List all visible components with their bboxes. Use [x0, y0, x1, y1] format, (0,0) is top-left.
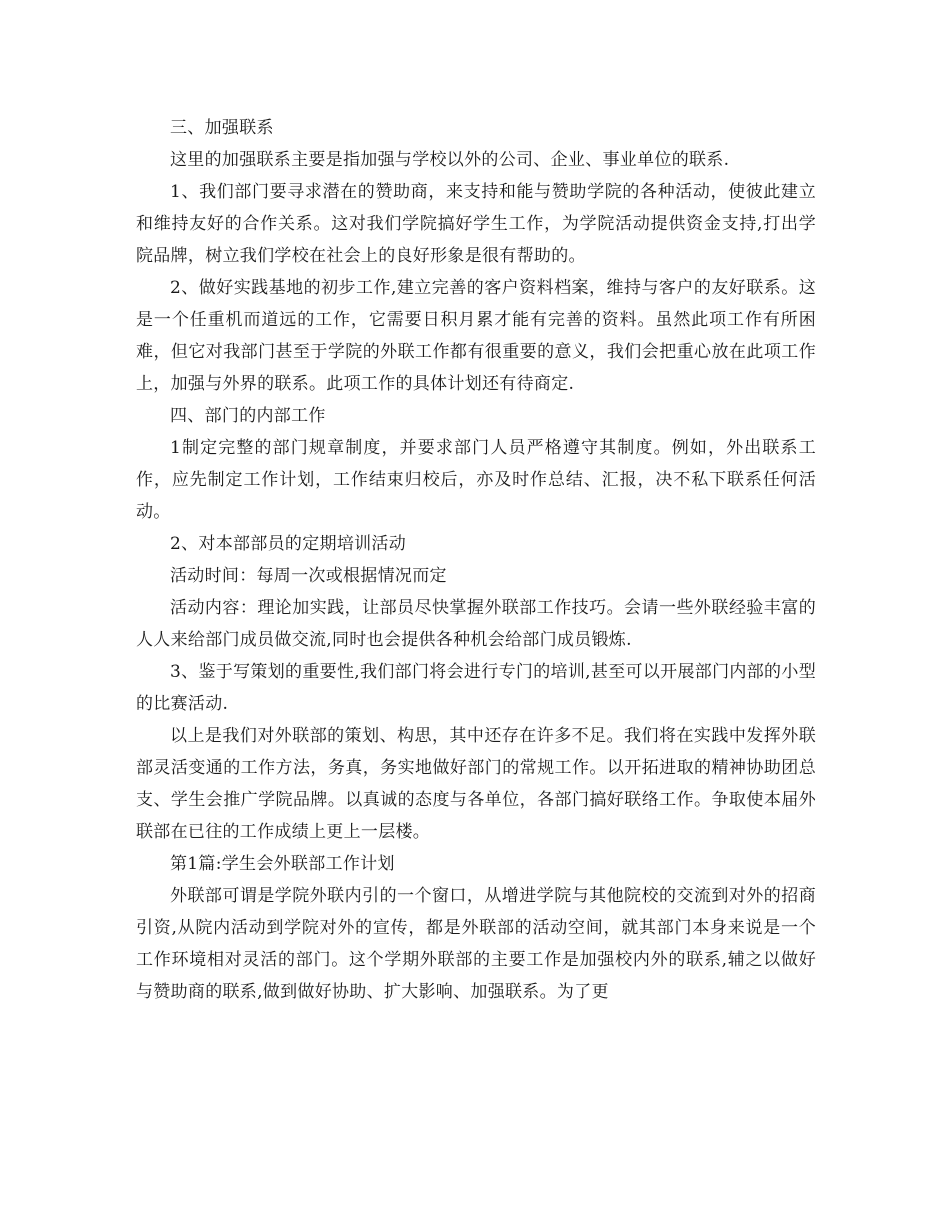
section-heading-internal-work: 四、部门的内部工作 — [170, 406, 326, 426]
paragraph: 1、我们部门要寻求潜在的赞助商，来支持和能与赞助学院的各种活动，使彼此建立和维持友好的合作关系。这对我们学院搞好学生工作，为学院活动提供资金支持,打出学院品牌，树立我们学校在社会上的良好形象是很有帮助的。 — [136, 182, 816, 266]
paragraph: 外联部可谓是学院外联内引的一个窗口，从增进学院与其他院校的交流到对外的招商引资,从院内活动到学院对外的宣传，都是外联部的活动空间，就其部门本身来说是一个工作环境相对灵活的部门。这个学期外联部的主要工作是加强校内外的联系,辅之以做好与赞助商的联系,做到做好协助、扩大影响、加强联系。为了更 — [136, 886, 816, 1002]
document-body — [136, 112, 816, 1008]
paragraph: 1制定完整的部门规章制度，并要求部门人员严格遵守其制度。例如，外出联系工作，应先制定工作计划，工作结束归校后，亦及时作总结、汇报，决不私下联系任何活动。 — [136, 438, 816, 522]
paragraph: 活动内容：理论加实践，让部员尽快掌握外联部工作技巧。会请一些外联经验丰富的人人来给部门成员做交流,同时也会提供各种机会给部门成员锻炼. — [136, 598, 816, 650]
article-title: 第1篇:学生会外联部工作计划 — [170, 854, 395, 874]
paragraph: 3、鉴于写策划的重要性,我们部门将会进行专门的培训,甚至可以开展部门内部的小型的比赛活动. — [136, 662, 816, 714]
paragraph: 活动时间：每周一次或根据情况而定 — [170, 566, 447, 586]
section-heading-strengthen-contact: 三、加强联系 — [170, 118, 274, 138]
paragraph: 以上是我们对外联部的策划、构思，其中还存在许多不足。我们将在实践中发挥外联部灵活变通的工作方法，务真，务实地做好部门的常规工作。以开拓进取的精神协助团总支、学生会推广学院品牌。以真诚的态度与各单位，各部门搞好联络工作。争取使本届外联部在已往的工作成绩上更上一层楼。 — [136, 726, 816, 842]
paragraph: 2、对本部部员的定期培训活动 — [170, 534, 407, 554]
paragraph: 这里的加强联系主要是指加强与学校以外的公司、企业、事业单位的联系. — [170, 150, 730, 170]
paragraph: 2、做好实践基地的初步工作,建立完善的客户资料档案，维持与客户的友好联系。这是一个任重机而道远的工作，它需要日积月累才能有完善的资料。虽然此项工作有所困难，但它对我部门甚至于学院的外联工作都有很重要的意义，我们会把重心放在此项工作上，加强与外界的联系。此项工作的具体计划还有待商定. — [136, 278, 816, 394]
